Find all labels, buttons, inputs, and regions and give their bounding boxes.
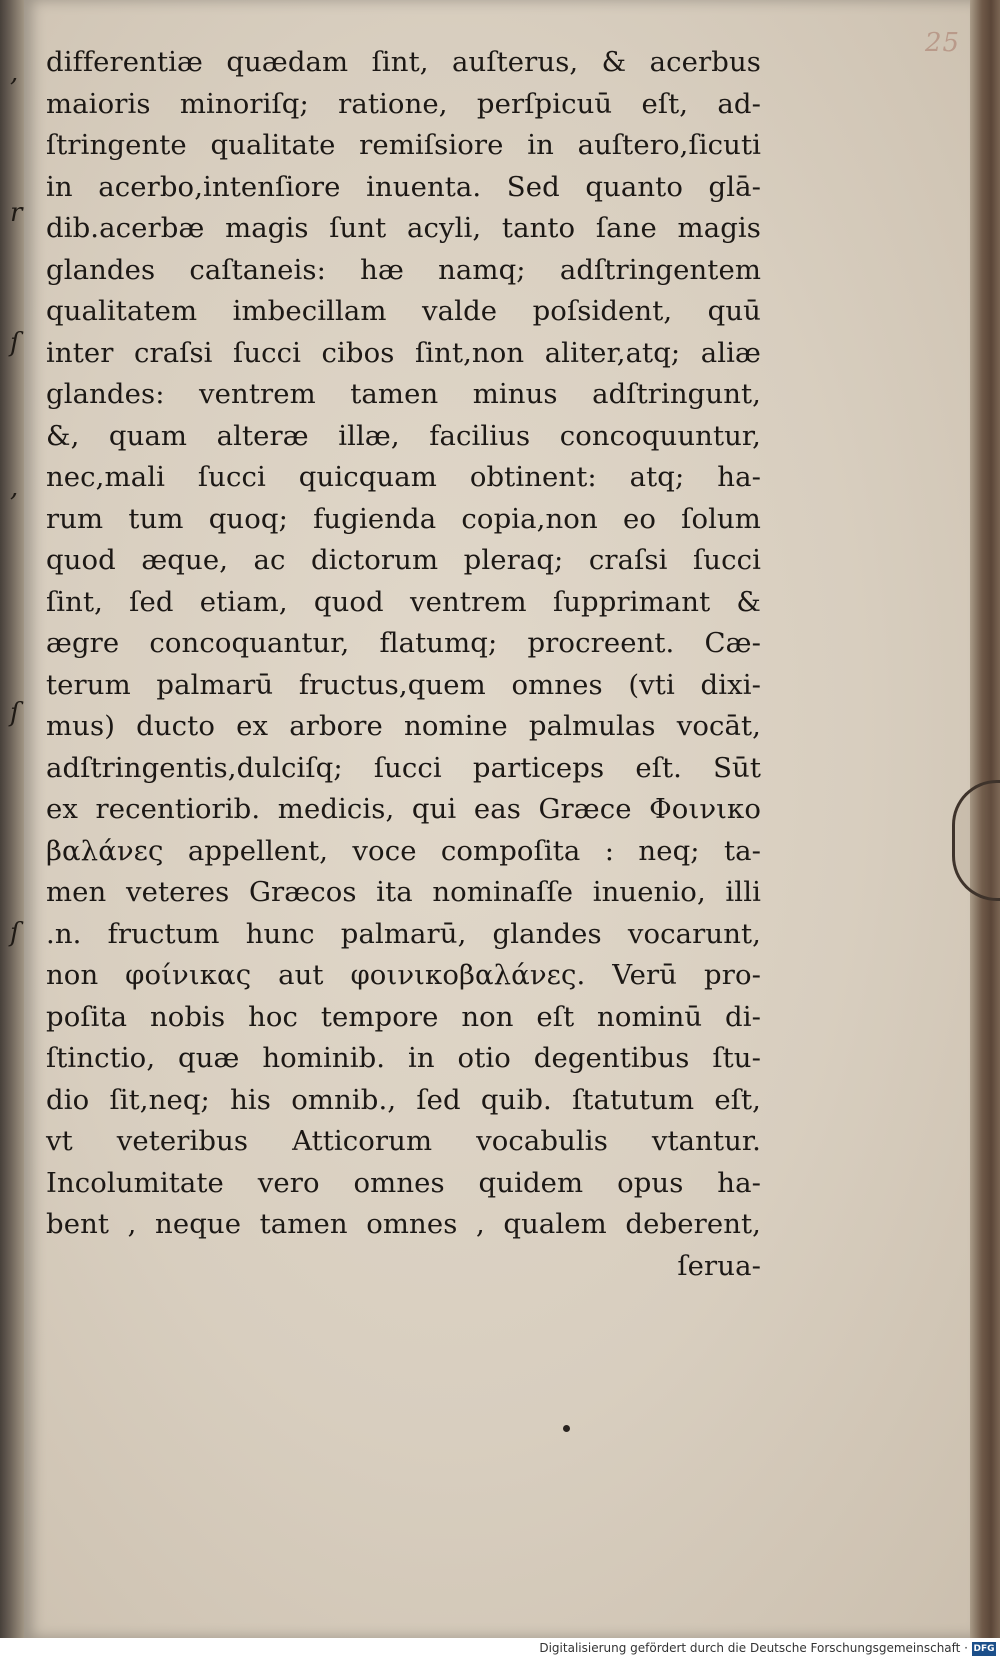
- catchword: ſerua-: [677, 1249, 761, 1282]
- text-line: quod æque, ac dictorum pleraq; craſsi ſucci: [46, 544, 761, 576]
- text-line: .n. fructum hunc palmarū, glandes vocarunt,: [46, 917, 761, 950]
- dfg-logo[interactable]: DFG: [973, 1644, 995, 1654]
- text-line: rum tum quoq; fugienda copia,non eo ſolum: [46, 502, 761, 535]
- text-line: dib.acerbæ magis ſunt acyli, tanto ſane magis: [46, 212, 761, 244]
- edge-glyph: ſ: [10, 698, 20, 728]
- text-line: adſtringentis,dulciſq; ſucci particeps eſt. Sūt: [46, 751, 761, 784]
- text-line: poſita nobis hoc tempore non eſt nominū di-: [46, 1000, 761, 1033]
- edge-glyph: ,: [10, 58, 19, 88]
- text-line: ægre concoquantur, flatumq; procreent. Cæ-: [46, 627, 761, 659]
- text-line: ex recentiorib. medicis, qui eas Græce Φοινικο: [46, 793, 761, 825]
- text-line: in acerbo,intenſiore inuenta. Sed quanto glā-: [46, 170, 761, 203]
- text-line: vt veteribus Atticorum vocabulis vtantur.: [46, 1125, 761, 1157]
- text-line: Incolumitate vero omnes quidem opus ha-: [46, 1166, 761, 1199]
- edge-glyph: r: [10, 198, 23, 228]
- text-line: terum palmarū fructus,quem omnes (vti dixi-: [46, 668, 761, 701]
- edge-glyph: ſ: [10, 918, 20, 948]
- edge-glyph: ſ: [10, 328, 20, 358]
- text-line: men veteres Græcos ita nominaſſe inuenio, illi: [46, 876, 761, 908]
- text-line: maioris minoriſq; ratione, perſpicuū eſt, ad-: [46, 87, 761, 120]
- text-line: βαλάνες appellent, voce compoſita : neq; ta-: [46, 834, 761, 867]
- text-line: glandes caſtaneis: hæ namq; adſtringentem: [46, 253, 761, 286]
- footer-credit: Digitalisierung gefördert durch die Deutsche Forschungsgemeinschaft ·: [539, 1641, 968, 1655]
- text-line: ſtinctio, quæ hominib. in otio degentibus ſtu-: [46, 1042, 761, 1074]
- text-line: glandes: ventrem tamen minus adſtringunt,: [46, 378, 761, 410]
- text-line: &, quam alteræ illæ, facilius concoquuntur,: [46, 419, 761, 452]
- folio-number: 25: [925, 28, 961, 58]
- text-line: nec,mali ſucci quicquam obtinent: atq; ha-: [46, 461, 761, 493]
- text-line: qualitatem imbecillam valde poſsident, quū: [46, 295, 761, 327]
- text-line: ſtringente qualitate remiſsiore in auſtero,ſicuti: [46, 129, 761, 161]
- text-line: dio ſit,neq; his omnib., ſed quib. ſtatutum eſt,: [46, 1083, 761, 1116]
- edge-glyph: ,: [10, 473, 19, 503]
- text-line: ſint, ſed etiam, quod ventrem ſupprimant &: [46, 585, 761, 618]
- text-line: differentiæ quædam ſint, auſterus, & acerbus: [46, 46, 761, 78]
- text-block: [46, 42, 761, 1287]
- text-line: bent , neque tamen omnes , qualem deberent,: [46, 1208, 761, 1240]
- text-line: non φοίνικας aut φοινικοβαλάνες. Verū pro-: [46, 959, 761, 991]
- footer-bar: [0, 1638, 1000, 1660]
- ink-dot: [563, 1425, 570, 1432]
- text-line: inter craſsi ſucci cibos ſint,non aliter,atq; aliæ: [46, 336, 761, 369]
- text-line: mus) ducto ex arbore nomine palmulas vocāt,: [46, 710, 761, 742]
